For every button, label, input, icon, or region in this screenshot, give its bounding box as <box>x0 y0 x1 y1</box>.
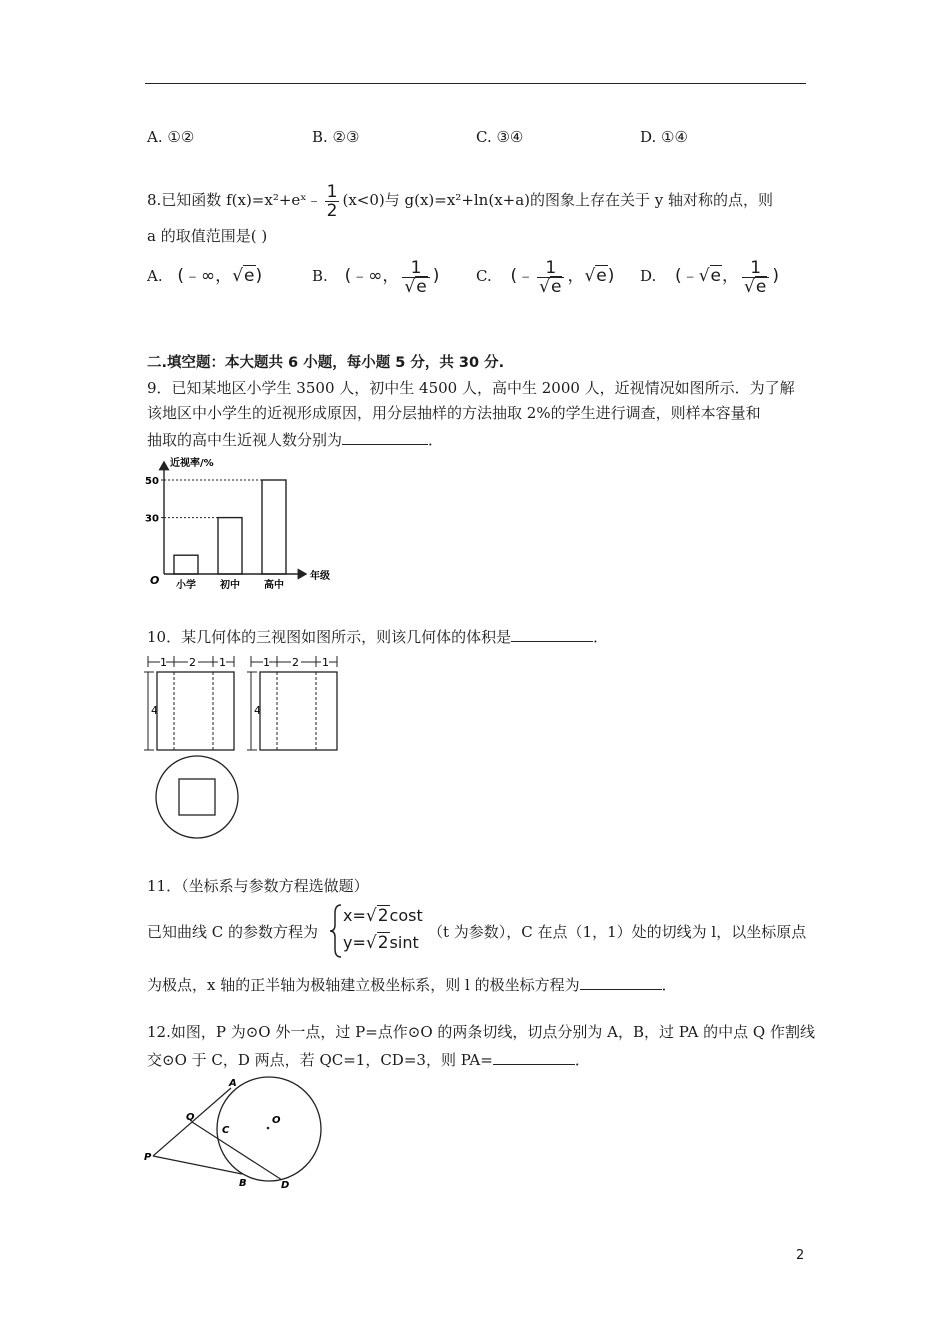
dim-height: 4 <box>151 704 158 717</box>
left-brace <box>329 903 343 959</box>
answer-blank[interactable] <box>342 428 428 445</box>
q12-circle-figure <box>140 1076 340 1196</box>
q8-option-d: D. (﹣√e， $\frac{1}{√e}$ ) <box>640 257 779 297</box>
dim-2: 2 <box>189 656 196 669</box>
system-x-line: x=√2cost <box>343 906 423 926</box>
q7-option-b: B. ②③ <box>312 128 360 146</box>
answer-blank[interactable] <box>493 1048 575 1065</box>
dim-1: 1 <box>263 656 270 669</box>
dim-1: 1 <box>160 656 167 669</box>
label-c: C <box>222 1125 230 1136</box>
q8-fraction-half: $\frac{1}{2}$ <box>326 181 338 221</box>
q12-line2: 交⊙O 于 C，D 两点，若 QC=1，CD=3，则 PA= ． <box>147 1048 590 1070</box>
label-p: P <box>144 1152 152 1163</box>
answer-blank[interactable] <box>580 973 662 990</box>
q7-option-c: C. ③④ <box>476 128 524 146</box>
q8-option-a: A. (﹣∞，√e) <box>147 266 263 286</box>
dim-2: 2 <box>292 656 299 669</box>
circle-o <box>217 1077 321 1181</box>
q10-text: 10．某几何体的三视图如图所示，则该几何体的体积是 ． <box>147 625 608 647</box>
page-number: 2 <box>796 1248 805 1263</box>
section-heading: 二.填空题：本大题共 6 小题，每小题 5 分，共 30 分. <box>147 355 505 371</box>
bar-0 <box>174 555 198 574</box>
q8-stem-line1 <box>147 178 773 222</box>
q7-option-a: A. ①② <box>147 128 195 146</box>
front-view <box>144 656 234 750</box>
dim-3: 1 <box>219 656 226 669</box>
q11-line1: 11．（坐标系与参数方程选做题） <box>147 877 369 895</box>
top-rule <box>145 83 806 84</box>
q8-option-c: C. (﹣ $\frac{1}{√e}$ ，√e) <box>476 257 615 297</box>
label-q: Q <box>186 1112 195 1123</box>
tangent-pb <box>153 1156 242 1174</box>
q9-line1: 9．已知某地区小学生 3500 人，初中生 4500 人，高中生 2000 人，近视情况如图所示．为了解 <box>147 379 795 397</box>
q9-line2: 该地区中小学生的近视形成原因，用分层抽样的方法抽取 2%的学生进行调查，则样本容量和 <box>147 404 761 422</box>
q8-part1: 8.已知函数 f(x)=x²+eˣ﹣ <box>147 191 322 209</box>
bar-1 <box>218 518 242 574</box>
q11-parametric-system <box>329 903 429 959</box>
q12-line1: 12.如图，P 为⊙O 外一点，过 P=点作⊙O 的两条切线，切点分别为 A，B，过 PA 的中点 Q 作割线 <box>147 1023 815 1041</box>
label-d: D <box>281 1180 290 1191</box>
q10-three-views <box>140 650 360 850</box>
category-label: 初中 <box>220 580 240 591</box>
bar-2 <box>262 480 286 574</box>
q9-line3: 抽取的高中生近视人数分别为 ． <box>147 428 443 450</box>
category-label: 小学 <box>176 580 196 591</box>
q11-pre: 已知曲线 C 的参数方程为 <box>147 923 319 941</box>
top-view <box>156 756 238 838</box>
center-o <box>267 1127 270 1130</box>
dim-3: 1 <box>322 656 329 669</box>
dim-height: 4 <box>254 704 261 717</box>
secant-qd <box>192 1122 282 1180</box>
q8-part2: (x<0)与 g(x)=x²+ln(x+a)的图象上存在关于 y 轴对称的点，则 <box>342 191 774 209</box>
q7-option-d: D. ①④ <box>640 128 688 146</box>
label-a: A <box>229 1078 237 1089</box>
y-tick-label: 30 <box>145 513 159 525</box>
q11-post: （t 为参数），C 在点（1，1）处的切线为 l，以坐标原点 <box>428 923 807 941</box>
y-tick-label: 50 <box>145 476 159 487</box>
q8-stem-line2: a 的取值范围是( ) <box>147 227 268 245</box>
q9-bar-chart <box>140 452 340 594</box>
origin-label: O <box>150 574 160 587</box>
label-o: O <box>272 1115 281 1126</box>
system-y-line: y=√2sint <box>343 933 419 953</box>
answer-blank[interactable] <box>511 625 593 642</box>
q8-option-b: B. (﹣∞， $\frac{1}{√e}$ ) <box>312 257 440 297</box>
y-axis-label: 近视率/% <box>170 458 214 469</box>
x-axis-label: 年级 <box>310 571 330 582</box>
label-b: B <box>239 1178 247 1189</box>
q11-line3: 为极点，x 轴的正半轴为极轴建立极坐标系，则 l 的极坐标方程为 ． <box>147 973 677 995</box>
side-view <box>247 656 337 750</box>
category-label: 高中 <box>264 580 284 591</box>
